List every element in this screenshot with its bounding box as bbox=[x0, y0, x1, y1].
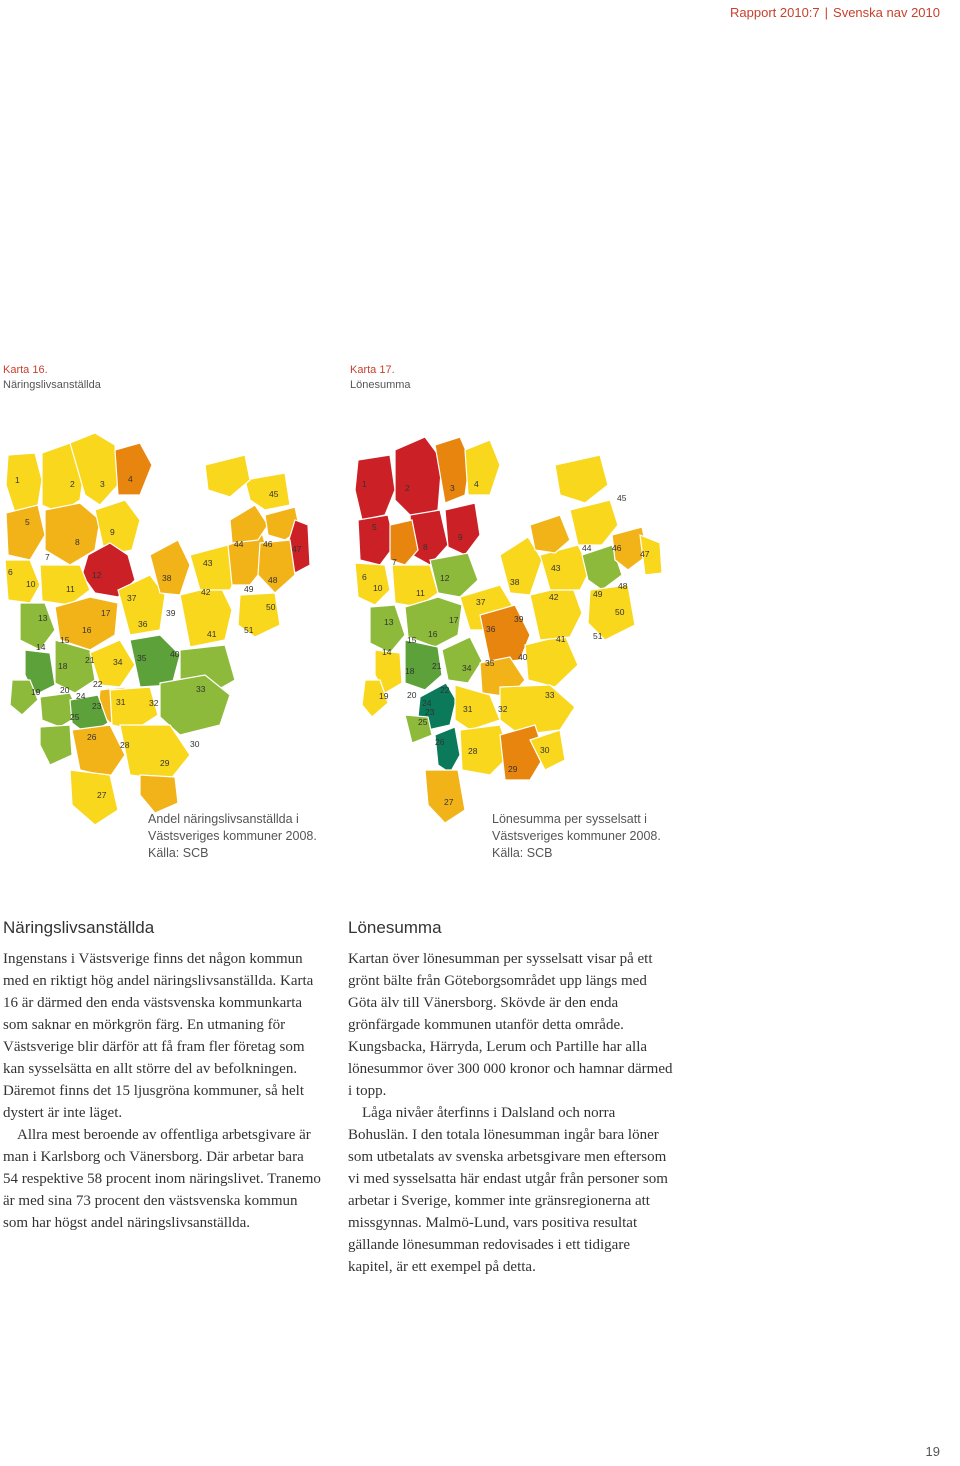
region bbox=[555, 455, 608, 503]
region-number: 16 bbox=[82, 625, 92, 635]
region-number: 19 bbox=[31, 687, 41, 697]
region-number: 12 bbox=[92, 570, 102, 580]
region-number: 13 bbox=[38, 613, 48, 623]
region bbox=[72, 725, 125, 777]
region-number: 10 bbox=[373, 583, 383, 593]
region bbox=[435, 437, 470, 503]
region-number: 40 bbox=[518, 652, 528, 662]
region-number: 17 bbox=[101, 608, 111, 618]
region-number: 32 bbox=[498, 704, 508, 714]
report-series: Svenska nav 2010 bbox=[833, 5, 940, 20]
region bbox=[140, 775, 178, 813]
region-number: 45 bbox=[269, 489, 279, 499]
region bbox=[95, 500, 140, 555]
region-number: 19 bbox=[379, 691, 389, 701]
paragraph: Allra mest beroende av offentliga arbetsgivare är man i Karlsborg och Vänersborg. Där arbetar bara 54 respektive 58 procent inom näringslivet. Tranemo är med sina 73 procent den västsvenska kommun som har högst andel näringslivsanställda. bbox=[3, 1127, 321, 1231]
region-number: 22 bbox=[440, 685, 450, 695]
region bbox=[525, 635, 578, 687]
region-number: 44 bbox=[582, 543, 592, 553]
region-number: 47 bbox=[292, 544, 302, 554]
region-number: 15 bbox=[407, 635, 417, 645]
region-number: 11 bbox=[66, 584, 75, 594]
region-number: 35 bbox=[485, 658, 495, 668]
region-number: 14 bbox=[382, 647, 392, 657]
map17-choropleth bbox=[350, 425, 670, 825]
region bbox=[435, 727, 460, 773]
region-number: 21 bbox=[85, 655, 95, 665]
region-number: 27 bbox=[97, 790, 107, 800]
region-number: 23 bbox=[425, 707, 435, 717]
section-lonesumma bbox=[348, 918, 678, 1278]
running-header bbox=[730, 5, 940, 20]
section-naringslivsanstallda bbox=[3, 918, 321, 1234]
region-number: 3 bbox=[100, 479, 105, 489]
region-number: 16 bbox=[428, 629, 438, 639]
region-number: 28 bbox=[468, 746, 478, 756]
report-id: Rapport 2010:7 bbox=[730, 5, 820, 20]
region bbox=[442, 637, 482, 683]
map17-subtitle: Lönesumma bbox=[350, 379, 411, 391]
section-heading: Näringslivsanställda bbox=[3, 918, 155, 937]
region-number: 24 bbox=[422, 698, 432, 708]
region bbox=[70, 770, 118, 825]
region-number: 12 bbox=[440, 573, 450, 583]
region-number: 35 bbox=[137, 653, 147, 663]
region-number: 21 bbox=[432, 661, 442, 671]
region-number: 14 bbox=[36, 642, 46, 652]
region-number: 8 bbox=[75, 537, 80, 547]
region bbox=[370, 605, 405, 653]
region-number: 34 bbox=[113, 657, 123, 667]
region-number: 41 bbox=[207, 629, 217, 639]
region-number: 48 bbox=[618, 581, 628, 591]
region-number: 42 bbox=[201, 587, 211, 597]
region bbox=[205, 455, 250, 497]
map16-caption: Andel näringslivsanställda i Västsveriges kommuner 2008. Källa: SCB bbox=[148, 812, 317, 860]
header-separator: | bbox=[824, 5, 829, 20]
map17-title: Karta 17. bbox=[350, 364, 395, 376]
region-number: 24 bbox=[76, 691, 86, 701]
region bbox=[430, 553, 478, 597]
region-number: 31 bbox=[116, 697, 126, 707]
region-number: 5 bbox=[25, 517, 30, 527]
region bbox=[6, 505, 45, 560]
region-number: 2 bbox=[405, 483, 410, 493]
region bbox=[355, 455, 395, 520]
region-number: 39 bbox=[166, 608, 176, 618]
region-number: 31 bbox=[463, 704, 473, 714]
region-number: 29 bbox=[508, 764, 518, 774]
region-number: 51 bbox=[244, 625, 254, 635]
map16-subtitle: Näringslivsanställda bbox=[3, 379, 101, 391]
region-number: 25 bbox=[70, 712, 80, 722]
region-number: 28 bbox=[120, 740, 130, 750]
region-number: 4 bbox=[474, 479, 479, 489]
region-number: 33 bbox=[196, 684, 206, 694]
region-number: 33 bbox=[545, 690, 555, 700]
region-number: 34 bbox=[462, 663, 472, 673]
region-number: 13 bbox=[384, 617, 394, 627]
region-number: 43 bbox=[551, 563, 561, 573]
region-number: 42 bbox=[549, 592, 559, 602]
region-number: 4 bbox=[128, 474, 133, 484]
region-number: 38 bbox=[162, 573, 172, 583]
region-number: 39 bbox=[514, 614, 524, 624]
map16-choropleth bbox=[0, 425, 320, 825]
region-number: 50 bbox=[615, 607, 625, 617]
region-number: 10 bbox=[26, 579, 36, 589]
region-number: 40 bbox=[170, 649, 180, 659]
region-number: 15 bbox=[60, 635, 70, 645]
region-number: 46 bbox=[612, 543, 622, 553]
region-number: 1 bbox=[362, 479, 367, 489]
map16-label bbox=[3, 363, 101, 393]
region bbox=[395, 437, 442, 517]
region-number: 26 bbox=[87, 732, 97, 742]
paragraph: Låga nivåer återfinns i Dalsland och norra Bohuslän. I den totala lönesumman ingår bara löner som utbetalats av svenska arbetsgivare men eftersom vi med sysselsatta här endast utgår från personer som arbetar i Sverige, kommer inte gränsregionerna att missgynnas. Malmö-Lund, vars positiva resultat gällande lönesumman redovisades i ett tidigare kapitel, är ett exempel på detta. bbox=[348, 1105, 668, 1275]
region-number: 23 bbox=[92, 701, 102, 711]
region-number: 29 bbox=[160, 758, 170, 768]
region-number: 41 bbox=[556, 634, 566, 644]
region-number: 49 bbox=[244, 584, 254, 594]
region bbox=[6, 453, 42, 513]
region-number: 9 bbox=[458, 532, 463, 542]
region-number: 18 bbox=[405, 666, 415, 676]
region-number: 27 bbox=[444, 797, 454, 807]
region-number: 48 bbox=[268, 575, 278, 585]
region-number: 6 bbox=[8, 567, 13, 577]
region-number: 2 bbox=[70, 479, 75, 489]
map17-caption: Lönesumma per sysselsatt i Västsveriges kommuner 2008. Källa: SCB bbox=[492, 812, 661, 860]
region-number: 7 bbox=[392, 557, 397, 567]
region-number: 36 bbox=[138, 619, 148, 629]
region-number: 20 bbox=[407, 690, 417, 700]
page-number: 19 bbox=[925, 1444, 940, 1459]
region-number: 20 bbox=[60, 685, 70, 695]
region bbox=[500, 685, 575, 735]
region-number: 11 bbox=[416, 588, 425, 598]
map17-label bbox=[350, 363, 411, 393]
region-number: 1 bbox=[15, 475, 20, 485]
region-number: 9 bbox=[110, 527, 115, 537]
region-number: 51 bbox=[593, 631, 603, 641]
region-number: 47 bbox=[640, 549, 650, 559]
region-number: 37 bbox=[127, 593, 137, 603]
region-number: 8 bbox=[423, 542, 428, 552]
paragraph: Ingenstans i Västsverige finns det någon kommun med en riktigt hög andel näringslivsanställda. Karta 16 är därmed den enda västsvenska kommunkarta som saknar en mörkgrön färg. En utmaning för Västsverige blir därför att få fram fler företag som kan sysselsätta en allt större del av befolkningen. Däremot finns det 15 ljusgröna kommuner, så helt dystert är inte läget. bbox=[3, 951, 314, 1121]
region-number: 44 bbox=[234, 539, 244, 549]
region-number: 45 bbox=[617, 493, 627, 503]
region-number: 30 bbox=[540, 745, 550, 755]
region-number: 17 bbox=[449, 615, 459, 625]
region-number: 43 bbox=[203, 558, 213, 568]
region bbox=[570, 500, 618, 545]
region bbox=[530, 515, 570, 553]
region-number: 3 bbox=[450, 483, 455, 493]
region-number: 38 bbox=[510, 577, 520, 587]
region bbox=[445, 503, 480, 555]
paragraph: Kartan över lönesumman per sysselsatt visar på ett grönt bälte från Göteborgsområdet upp längs med Göta älv till Vänersborg. Skövde är den enda grönfärgade kommunen utanför detta område. Kungsbacka, Härryda, Lerum och Partille har alla lönesummor över 300 000 kronor och hamnar därmed i topp. bbox=[348, 951, 673, 1099]
region-number: 6 bbox=[362, 572, 367, 582]
region-number: 7 bbox=[45, 552, 50, 562]
region-number: 37 bbox=[476, 597, 486, 607]
section-heading: Lönesumma bbox=[348, 918, 442, 937]
region-number: 46 bbox=[263, 539, 273, 549]
region-number: 32 bbox=[149, 698, 159, 708]
region bbox=[245, 473, 290, 510]
region-number: 50 bbox=[266, 602, 276, 612]
region bbox=[465, 440, 500, 495]
region-number: 36 bbox=[486, 624, 496, 634]
region bbox=[110, 687, 158, 730]
region-number: 26 bbox=[435, 737, 445, 747]
region bbox=[40, 725, 72, 765]
map16-title: Karta 16. bbox=[3, 364, 48, 376]
region-number: 18 bbox=[58, 661, 68, 671]
region-number: 49 bbox=[593, 589, 603, 599]
region-number: 30 bbox=[190, 739, 200, 749]
region-number: 22 bbox=[93, 679, 103, 689]
region bbox=[115, 443, 152, 495]
region-number: 25 bbox=[418, 717, 428, 727]
region-number: 5 bbox=[372, 522, 377, 532]
